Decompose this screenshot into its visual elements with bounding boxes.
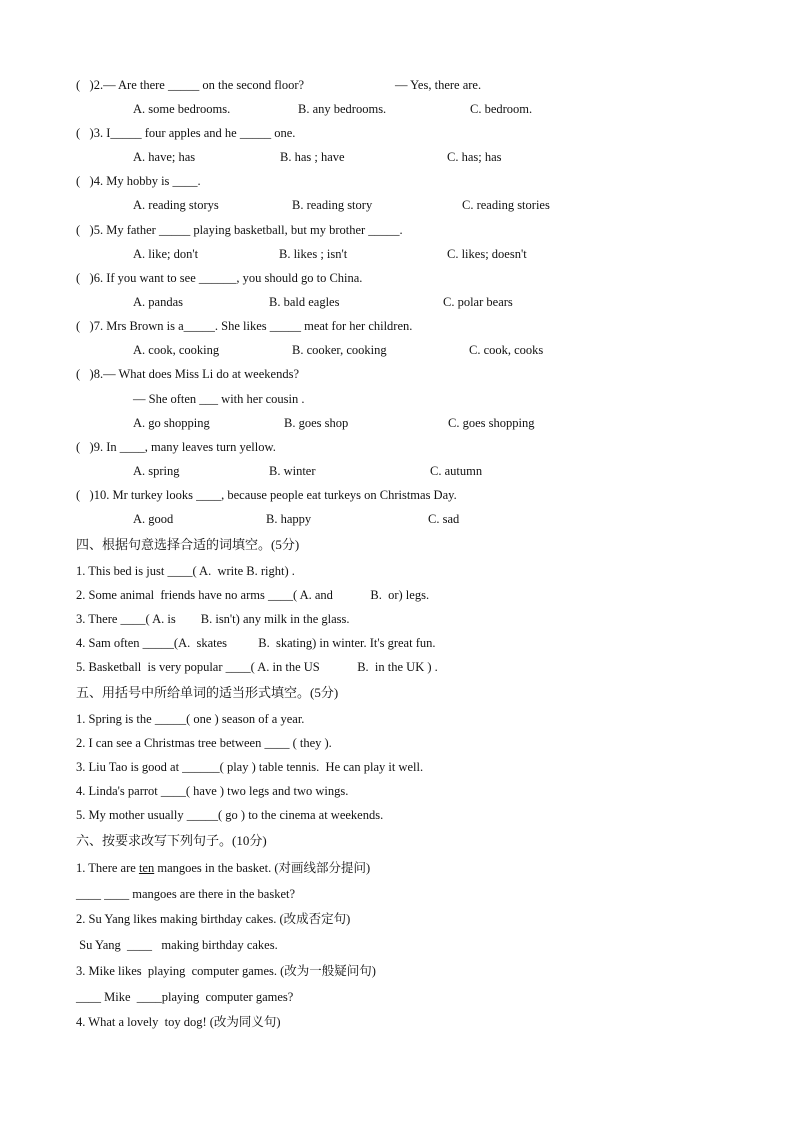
q6-option-a: A. pandas bbox=[133, 295, 183, 309]
q2-option-a: A. some bedrooms. bbox=[133, 102, 231, 116]
q6-stem: ( )6. If you want to see ______, you should go to China. bbox=[76, 271, 363, 285]
underlined-word: ten bbox=[138, 861, 155, 875]
section-5-title: 五、用括号中所给单词的适当形式填空。(5分) bbox=[76, 685, 339, 700]
section-6-q1-answer: ____ ____ mangoes are there in the basket? bbox=[76, 887, 296, 901]
section-5-item: 4. Linda's parrot ____( have ) two legs and two wings. bbox=[76, 784, 349, 798]
section-5-item: 2. I can see a Christmas tree between ____ ( they ). bbox=[76, 736, 332, 750]
q10-option-c: C. sad bbox=[428, 512, 460, 526]
q7-option-a: A. cook, cooking bbox=[133, 343, 220, 357]
q7-option-b: B. cooker, cooking bbox=[292, 343, 387, 357]
q10-stem: ( )10. Mr turkey looks ____, because people eat turkeys on Christmas Day. bbox=[76, 488, 457, 502]
section-6-q3: 3. Mike likes playing computer games. (改为一般疑问句) bbox=[76, 964, 376, 978]
q4-option-b: B. reading story bbox=[292, 198, 373, 212]
section-6-q3-answer: ____ Mike ____playing computer games? bbox=[76, 990, 294, 1004]
section-6-q2: 2. Su Yang likes making birthday cakes. (改成否定句) bbox=[76, 912, 351, 926]
q2-option-c: C. bedroom. bbox=[470, 102, 533, 116]
q9-option-c: C. autumn bbox=[430, 464, 483, 478]
q3-option-c: C. has; has bbox=[447, 150, 502, 164]
section-6-q1-post: mangoes in the basket. (对画线部分提问) bbox=[154, 861, 371, 875]
q5-stem: ( )5. My father _____ playing basketball, but my brother _____. bbox=[76, 223, 403, 237]
section-4-item: 2. Some animal friends have no arms ____( A. and B. or) legs. bbox=[76, 588, 430, 602]
q4-option-a: A. reading storys bbox=[133, 198, 219, 212]
section-6-q2-answer: Su Yang ____ making birthday cakes. bbox=[76, 938, 278, 952]
q10-option-a: A. good bbox=[133, 512, 174, 526]
q3-stem: ( )3. I_____ four apples and he _____ one. bbox=[76, 126, 296, 140]
q7-stem: ( )7. Mrs Brown is a_____. She likes _____ meat for her children. bbox=[76, 319, 413, 333]
section-4-item: 1. This bed is just ____( A. write B. right) . bbox=[76, 564, 295, 578]
q3-option-a: A. have; has bbox=[133, 150, 196, 164]
section-5-item: 3. Liu Tao is good at ______( play ) table tennis. He can play it well. bbox=[76, 760, 424, 774]
q2-reply: — Yes, there are. bbox=[395, 78, 482, 92]
q3-option-b: B. has ; have bbox=[280, 150, 345, 164]
section-4-item: 5. Basketball is very popular ____( A. in the US B. in the UK ) . bbox=[76, 660, 438, 674]
q7-option-c: C. cook, cooks bbox=[469, 343, 544, 357]
q9-option-b: B. winter bbox=[269, 464, 316, 478]
q5-option-b: B. likes ; isn't bbox=[279, 247, 348, 261]
q2-option-b: B. any bedrooms. bbox=[298, 102, 387, 116]
section-6-q4: 4. What a lovely toy dog! (改为同义句) bbox=[76, 1015, 281, 1029]
q4-stem: ( )4. My hobby is ____. bbox=[76, 174, 201, 188]
section-5-item: 1. Spring is the _____( one ) season of a year. bbox=[76, 712, 305, 726]
q6-option-b: B. bald eagles bbox=[269, 295, 340, 309]
q5-option-c: C. likes; doesn't bbox=[447, 247, 527, 261]
section-6-q1 bbox=[76, 860, 370, 876]
q8-option-c: C. goes shopping bbox=[448, 416, 535, 430]
q8-stem: ( )8.— What does Miss Li do at weekends? bbox=[76, 367, 299, 381]
section-4-title: 四、根据句意选择合适的词填空。(5分) bbox=[76, 537, 300, 552]
section-6-q1-pre: 1. There are bbox=[76, 861, 139, 875]
q4-option-c: C. reading stories bbox=[462, 198, 550, 212]
section-4-item: 4. Sam often _____(A. skates B. skating) in winter. It's great fun. bbox=[76, 636, 436, 650]
section-5-item: 5. My mother usually _____( go ) to the cinema at weekends. bbox=[76, 808, 384, 822]
q9-option-a: A. spring bbox=[133, 464, 180, 478]
q2-stem: ( )2.— Are there _____ on the second floor? bbox=[76, 78, 305, 92]
q10-option-b: B. happy bbox=[266, 512, 312, 526]
q9-stem: ( )9. In ____, many leaves turn yellow. bbox=[76, 440, 276, 454]
q6-option-c: C. polar bears bbox=[443, 295, 513, 309]
q8-option-a: A. go shopping bbox=[133, 416, 210, 430]
section-4-item: 3. There ____( A. is B. isn't) any milk in the glass. bbox=[76, 612, 350, 626]
q5-option-a: A. like; don't bbox=[133, 247, 199, 261]
section-6-title: 六、按要求改写下列句子。(10分) bbox=[76, 833, 267, 848]
q8-reply: — She often ___ with her cousin . bbox=[133, 392, 305, 406]
q8-option-b: B. goes shop bbox=[284, 416, 349, 430]
